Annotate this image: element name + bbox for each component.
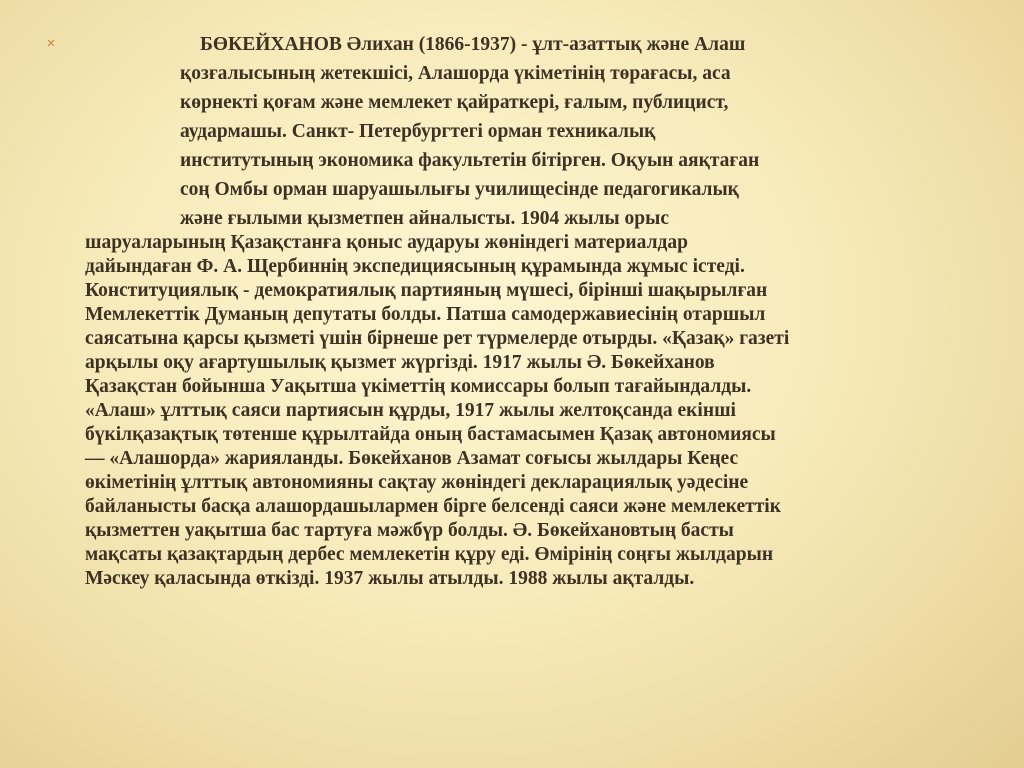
body-text-line: және ғылыми қызметпен айналысты. 1904 жылы орыс xyxy=(180,208,670,229)
body-text-line: Мәскеу қаласында өткізді. 1937 жылы атылды. 1988 жылы ақталды. xyxy=(85,568,695,589)
body-text-line: шаруаларының Қазақстанға қоныс аударуы жөніндегі материалдар xyxy=(85,232,688,253)
body-text-line: соң Омбы орман шаруашылығы училищесінде педагогикалық xyxy=(180,179,739,200)
body-text-line: Қазақстан бойынша Уақытша үкіметтің комиссары болып тағайындалды. xyxy=(85,376,752,397)
body-text-line: — «Алашорда» жарияланды. Бөкейханов Азамат соғысы жылдары Кеңес xyxy=(85,448,739,469)
body-text-line: саясатына қарсы қызметі үшін бірнеше рет түрмелерде отырды. «Қазақ» газеті xyxy=(85,328,790,349)
body-text-line: аудармашы. Санкт- Петербургтегі орман техникалық xyxy=(180,121,656,142)
body-text-line: Мемлекеттік Думаның депутаты болды. Патша самодержавиесінің отаршыл xyxy=(85,304,766,325)
bullet-marker-icon: ✕ xyxy=(46,37,56,50)
body-text-line: арқылы оқу ағартушылық қызмет жүргізді. 1917 жылы Ә. Бөкейханов xyxy=(85,352,715,373)
body-text-line: бүкілқазақтық төтенше құрылтайда оның бастамасымен Қазақ автономиясы xyxy=(85,424,776,445)
body-text-line: өкіметінің ұлттық автономияны сақтау жөніндегі декларациялық уәдесіне xyxy=(85,472,749,493)
body-text-line: институтының экономика факультетін бітірген. Оқуын аяқтаған xyxy=(180,150,760,171)
body-text-line: Конституциялық - демократиялық партияның мүшесі, бірінші шақырылған xyxy=(85,280,768,301)
body-text-line: байланысты басқа алашордашылармен бірге белсенді саяси және мемлекеттік xyxy=(85,496,781,517)
body-text-line: БӨКЕЙХАНОВ Әлихан (1866-1937) - ұлт-азаттық және Алаш xyxy=(200,34,746,55)
body-text-line: дайындаған Ф. А. Щербиннің экспедициясының құрамында жұмыс істеді. xyxy=(85,256,745,277)
body-text-line: қызметтен уақытша бас тартуға мәжбүр болды. Ә. Бөкейхановтың басты xyxy=(85,520,734,541)
body-text-line: «Алаш» ұлттық саяси партиясын құрды, 1917 жылы желтоқсанда екінші xyxy=(85,400,736,421)
body-text-line: қозғалысының жетекшісі, Алашорда үкіметінің төрағасы, аса xyxy=(180,63,731,84)
body-text-line: көрнекті қоғам және мемлекет қайраткері, ғалым, публицист, xyxy=(180,92,729,113)
body-text-line: мақсаты қазақтардың дербес мемлекетін құру еді. Өмірінің соңғы жылдарын xyxy=(85,544,774,565)
